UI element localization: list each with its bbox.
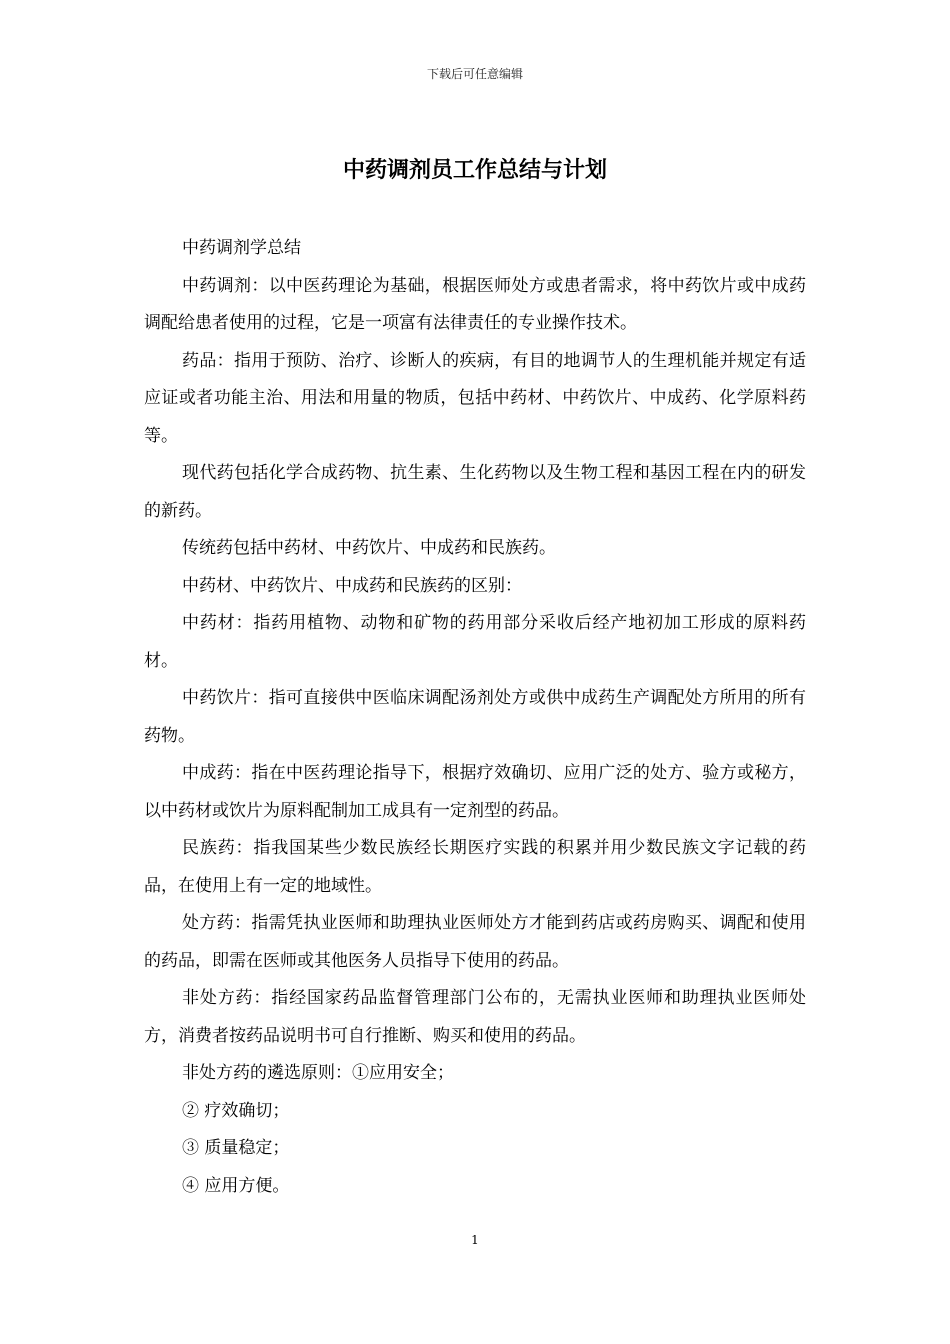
list-item: ② 疗效确切； — [182, 1100, 290, 1121]
page-header-note: 下载后可任意编辑 — [426, 67, 523, 81]
paragraph-patent-medicines: 中成药：指在中医药理论指导下，根据疗效确切、应用广泛的处方、验方或秘方，以中药材或饮片为原料配制加工成具有一定剂型的药品。 — [144, 763, 806, 821]
section-heading: 中药调剂学总结 — [182, 238, 301, 258]
paragraph-ethnic-medicines: 民族药：指我国某些少数民族经长期医疗实践的积累并用少数民族文字记载的药品，在使用上有一定的地域性。 — [144, 838, 806, 896]
paragraph-traditional-drugs: 传统药包括中药材、中药饮片、中成药和民族药。 — [182, 538, 556, 558]
page-title: 中药调剂员工作总结与计划 — [342, 157, 607, 183]
paragraph-otc-drugs: 非处方药：指经国家药品监督管理部门公布的，无需执业医师和助理执业医师处方，消费者按药品说明书可自行推断、购买和使用的药品。 — [144, 988, 806, 1046]
paragraph-herbal-materials: 中药材：指药用植物、动物和矿物的药用部分采收后经产地初加工形成的原料药材。 — [144, 613, 806, 671]
paragraph-drugs: 药品：指用于预防、治疗、诊断人的疾病，有目的地调节人的生理机能并规定有适应证或者功能主治、用法和用量的物质，包括中药材、中药饮片、中成药、化学原料药等。 — [144, 350, 806, 446]
paragraph-decoction-pieces: 中药饮片：指可直接供中医临床调配汤剂处方或供中成药生产调配处方所用的所有药物。 — [144, 688, 806, 746]
list-item: ④ 应用方便。 — [182, 1175, 290, 1196]
paragraph-differences: 中药材、中药饮片、中成药和民族药的区别： — [182, 575, 522, 596]
document-body — [144, 230, 806, 1205]
paragraph-modern-drugs: 现代药包括化学合成药物、抗生素、生化药物以及生物工程和基因工程在内的研发的新药。 — [144, 463, 806, 521]
paragraph-tcm-dispensing: 中药调剂：以中医药理论为基础，根据医师处方或患者需求，将中药饮片或中成药调配给患者使用的过程，它是一项富有法律责任的专业操作技术。 — [144, 275, 806, 333]
list-item: ③ 质量稳定； — [182, 1138, 290, 1158]
paragraph-prescription-drugs: 处方药：指需凭执业医师和助理执业医师处方才能到药店或药房购买、调配和使用的药品，即需在医师或其他医务人员指导下使用的药品。 — [144, 913, 806, 971]
list-item: 非处方药的遴选原则：①应用安全； — [182, 1063, 454, 1083]
page-number: 1 — [471, 1233, 479, 1247]
